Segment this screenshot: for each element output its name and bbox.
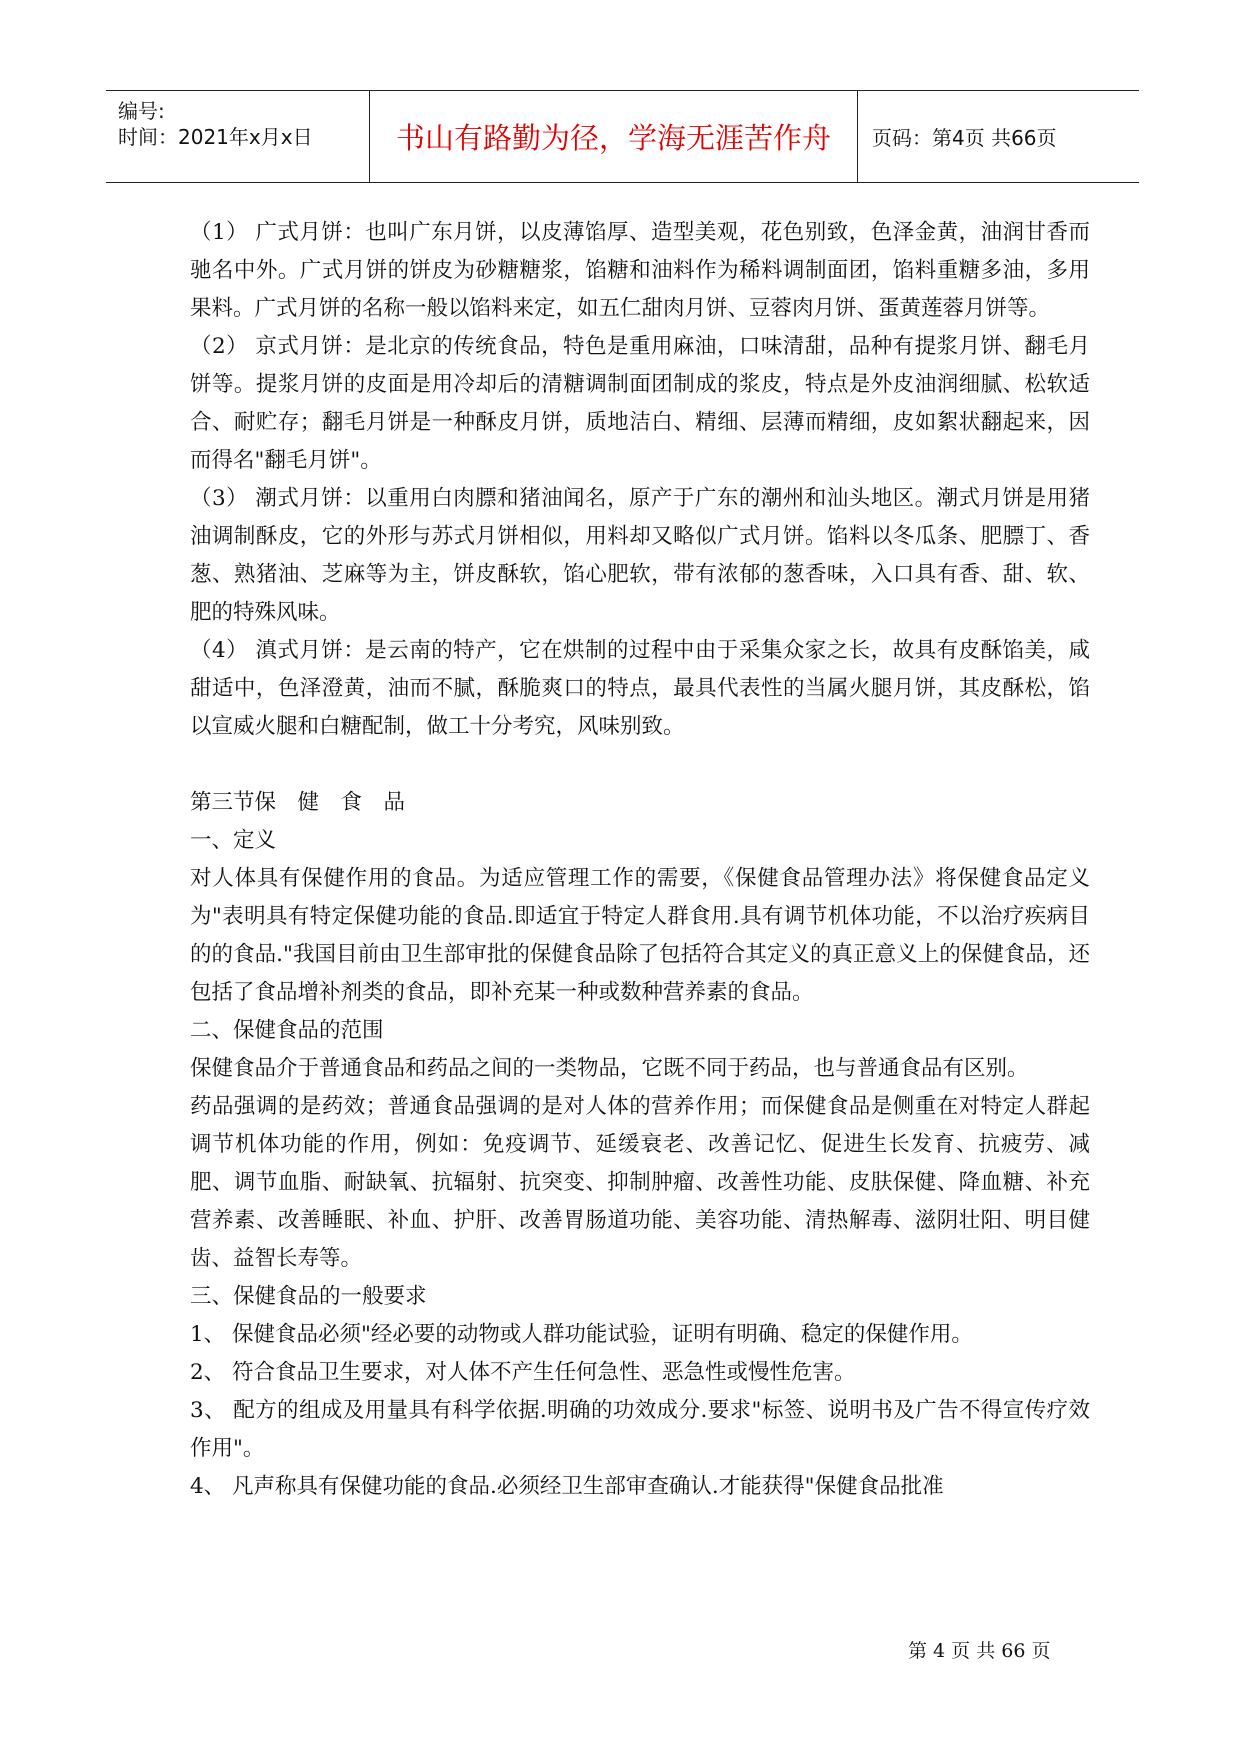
paragraph-cantonese-mooncake: （1） 广式月饼：也叫广东月饼，以皮薄馅厚、造型美观，花色别致，色泽金黄，油润甘香而驰名中外。广式月饼的饼皮为砂糖糖浆，馅糖和油料作为稀料调制面团，馅料重糖多油，多用果料。广式月饼的名称一般以馅料来定，如五仁甜肉月饼、豆蓉肉月饼、蛋黄莲蓉月饼等。 (190, 220, 1090, 321)
subheading-definition: 一、定义 (190, 828, 277, 853)
paragraph-scope: 保健食品介于普通食品和药品之间的一类物品，它既不同于药品，也与普通食品有区别。 (190, 1056, 1029, 1081)
document-body (190, 214, 1090, 1506)
subheading-requirements: 三、保健食品的一般要求 (190, 1284, 427, 1309)
page-footer: 第 4 页 共 66 页 (908, 1640, 1051, 1662)
requirement-item-1: 1、 保健食品必须"经必要的动物或人群功能试验，证明有明确、稳定的保健作用。 (190, 1322, 973, 1347)
paragraph-beijing-mooncake: （2） 京式月饼：是北京的传统食品，特色是重用麻油，口味清甜，品种有提浆月饼、翻毛月饼等。提浆月饼的皮面是用冷却后的清糖调制面团制成的浆皮，特点是外皮油润细腻、松软适合、耐贮存；翻毛月饼是一种酥皮月饼，质地洁白、精细、层薄而精细，皮如絮状翻起来，因而得名"翻毛月饼"。 (190, 334, 1090, 473)
subheading-scope: 二、保健食品的范围 (190, 1018, 384, 1043)
paragraph-spacer (190, 746, 1090, 784)
requirement-item-2: 2、 符合食品卫生要求，对人体不产生任何急性、恶急性或慢性危害。 (190, 1360, 856, 1385)
paragraph-functions: 药品强调的是药效；普通食品强调的是对人体的营养作用；而保健食品是侧重在对特定人群起调节机体功能的作用，例如：免疫调节、延缓衰老、改善记忆、促进生长发育、抗疲劳、减肥、调节血脂、耐缺氧、抗辐射、抗突变、抑制肿瘤、改善性功能、皮肤保健、降血糖、补充营养素、改善睡眠、补血、护肝、改善胃肠道功能、美容功能、清热解毒、滋阴壮阳、明目健齿、益智长寿等。 (190, 1094, 1090, 1271)
header-page-number: 页码：第4页 共66页 (872, 126, 1057, 150)
document-time-label: 时间：2021年x月x日 (118, 125, 313, 149)
header-meta-cell (106, 91, 370, 182)
document-number-label: 编号: (118, 99, 165, 123)
header-motto: 书山有路勤为径，学海无涯苦作舟 (370, 91, 858, 182)
requirement-item-3: 3、 配方的组成及用量具有科学依据.明确的功效成分.要求"标签、说明书及广告不得宣传疗效作用"。 (190, 1398, 1090, 1461)
paragraph-definition: 对人体具有保健作用的食品。为适应管理工作的需要，《保健食品管理办法》将保健食品定义为"表明具有特定保健功能的食品.即适宜于特定人群食用.具有调节机体功能，不以治疗疾病目的的食品."我国目前由卫生部审批的保健食品除了包括符合其定义的真正意义上的保健食品，还包括了食品增补剂类的食品，即补充某一种或数种营养素的食品。 (190, 866, 1090, 1005)
paragraph-yunnan-mooncake: （4） 滇式月饼：是云南的特产，它在烘制的过程中由于采集众家之长，故具有皮酥馅美，咸甜适中，色泽澄黄，油而不腻，酥脆爽口的特点，最具代表性的当属火腿月饼，其皮酥松，馅以宣威火腿和白糖配制，做工十分考究，风味别致。 (190, 638, 1090, 739)
requirement-item-4: 4、 凡声称具有保健功能的食品.必须经卫生部审查确认.才能获得"保健食品批准 (190, 1474, 944, 1499)
paragraph-chaozhou-mooncake: （3） 潮式月饼：以重用白肉膘和猪油闻名，原产于广东的潮州和汕头地区。潮式月饼是用猪油调制酥皮，它的外形与苏式月饼相似，用料却又略似广式月饼。馅料以冬瓜条、肥膘丁、香葱、熟猪油、芝麻等为主，饼皮酥软，馅心肥软，带有浓郁的葱香味，入口具有香、甜、软、肥的特殊风味。 (190, 486, 1090, 625)
page-header (106, 90, 1139, 183)
section-heading: 第三节保 健 食 品 (190, 790, 406, 815)
